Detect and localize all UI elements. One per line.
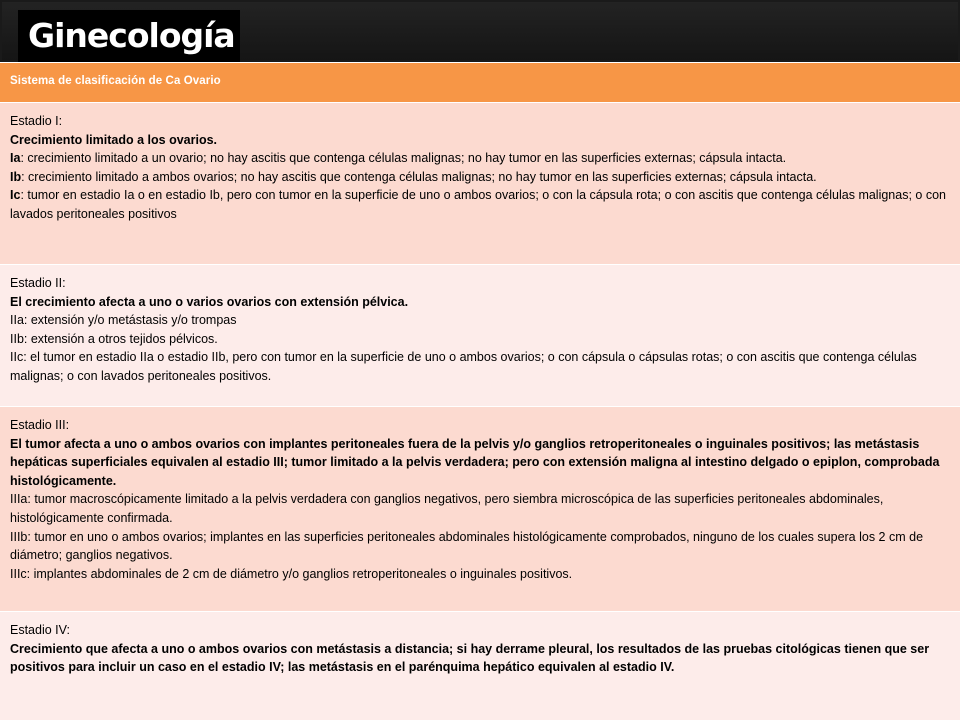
substage-text: : crecimiento limitado a ambos ovarios; no hay ascitis que contenga células malignas; no hay tumor en las superficies externas; cápsula intacta. (21, 169, 817, 184)
substage-item: IIIa: tumor macroscópicamente limitado a la pelvis verdadera con ganglios negativos, pero siembra microscópica de las superficies peritoneales abdominales, histológicamente confirmada. (10, 492, 884, 525)
stage-label: Estadio I: (10, 114, 63, 128)
substage-item: IIIb: tumor en uno o ambos ovarios; implantes en las superficies peritoneales abdominales histológicamente comprobados, ninguno de los cuales supera los 2 cm de diámetro; ganglios negativos. (10, 529, 924, 563)
substage-text: : crecimiento limitado a un ovario; no hay ascitis que contenga células malignas; no hay tumor en las superficies externas; cápsula intacta. (20, 151, 787, 166)
stage-summary: Crecimiento limitado a los ovarios. (10, 132, 218, 147)
table-row-stage-3 (0, 406, 960, 611)
table-cell (10, 112, 950, 224)
substage-item: IIc: el tumor en estadio IIa o estadio IIb, pero con tumor en la superficie de uno o ambos ovarios; o con cápsula o cápsulas rotas; o con ascitis que contenga células malignas; o con lavados peritoneales positivos. (10, 350, 917, 383)
substage-label: Ib (10, 169, 22, 184)
substage-item (10, 186, 950, 223)
substage-item: IIIc: implantes abdominales de 2 cm de diámetro y/o ganglios retroperitoneales o inguinales positivos. (10, 566, 573, 581)
table-cell (10, 416, 950, 583)
table-header (0, 62, 960, 102)
stage-summary: Crecimiento que afecta a uno o ambos ovarios con metástasis a distancia; si hay derrame pleural, los resultados de las pruebas citológicas tienen que ser positivos para incluir un caso en el estadio IV; las metástasis en el parénquima hepático equivalen al estadio IV. (10, 641, 930, 675)
substage-item (10, 168, 950, 187)
table-cell (10, 621, 950, 677)
stage-summary: El crecimiento afecta a uno o varios ovarios con extensión pélvica. (10, 294, 409, 309)
table-row-stage-4 (0, 611, 960, 720)
substage-label: Ia (10, 151, 21, 166)
substage-item: IIb: extensión a otros tejidos pélvicos. (10, 331, 218, 346)
substage-item (10, 149, 950, 168)
substage-item: IIa: extensión y/o metástasis y/o trompas (10, 313, 237, 328)
stage-label: Estadio IV: (10, 623, 70, 637)
stage-summary: El tumor afecta a uno o ambos ovarios con implantes peritoneales fuera de la pelvis y/o ganglios retroperitoneales o inguinales positivos; las metástasis hepáticas superficiales equivalen al estadio III; tumor limitado a la pelvis verdadera; pero con extensión maligna al intestino delgado o epiplon, comprobada histológicamente. (10, 436, 940, 488)
table-cell (10, 274, 950, 386)
stage-label: Estadio II: (10, 276, 66, 290)
slide-title: Ginecología (28, 16, 235, 55)
substage-text: : tumor en estadio Ia o en estadio Ib, pero con tumor en la superficie de uno o ambos ovarios; o con la cápsula rota; o con ascitis que contenga células malignas; o con lavados peritoneales positivos (10, 188, 946, 221)
table-row-stage-2 (0, 264, 960, 406)
substage-label: Ic (10, 188, 21, 203)
table-row-stage-1 (0, 102, 960, 264)
table-header-label: Sistema de clasificación de Ca Ovario (10, 75, 221, 87)
stage-label: Estadio III: (10, 418, 70, 432)
